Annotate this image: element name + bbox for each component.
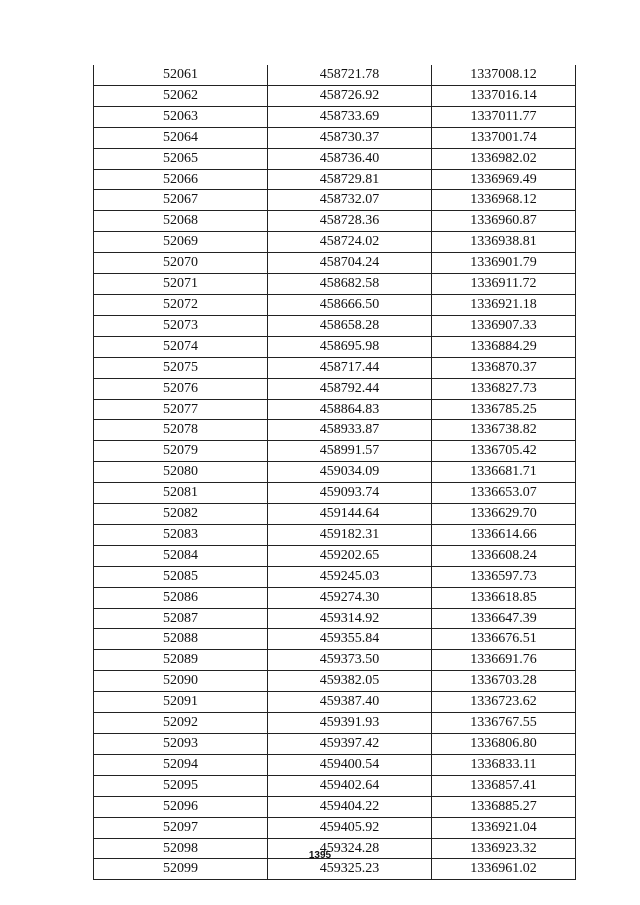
y-coordinate-cell: 1336827.73 bbox=[432, 378, 576, 399]
table-row bbox=[94, 692, 576, 713]
x-coordinate-cell: 458736.40 bbox=[268, 148, 432, 169]
y-coordinate-cell: 1336653.07 bbox=[432, 483, 576, 504]
point-id-cell: 52076 bbox=[94, 378, 268, 399]
point-id-cell: 52081 bbox=[94, 483, 268, 504]
point-id-cell: 52079 bbox=[94, 441, 268, 462]
point-id-cell: 52083 bbox=[94, 524, 268, 545]
y-coordinate-cell: 1336961.02 bbox=[432, 859, 576, 880]
x-coordinate-cell: 459314.92 bbox=[268, 608, 432, 629]
x-coordinate-cell: 459202.65 bbox=[268, 545, 432, 566]
x-coordinate-cell: 458704.24 bbox=[268, 253, 432, 274]
table-row bbox=[94, 587, 576, 608]
table-row bbox=[94, 817, 576, 838]
table-row bbox=[94, 190, 576, 211]
y-coordinate-cell: 1336676.51 bbox=[432, 629, 576, 650]
y-coordinate-cell: 1336681.71 bbox=[432, 462, 576, 483]
x-coordinate-cell: 458724.02 bbox=[268, 232, 432, 253]
y-coordinate-cell: 1336691.76 bbox=[432, 650, 576, 671]
point-id-cell: 52073 bbox=[94, 315, 268, 336]
point-id-cell: 52089 bbox=[94, 650, 268, 671]
x-coordinate-cell: 458730.37 bbox=[268, 127, 432, 148]
y-coordinate-cell: 1337001.74 bbox=[432, 127, 576, 148]
y-coordinate-cell: 1336901.79 bbox=[432, 253, 576, 274]
point-id-cell: 52077 bbox=[94, 399, 268, 420]
table-row bbox=[94, 378, 576, 399]
x-coordinate-cell: 459382.05 bbox=[268, 671, 432, 692]
y-coordinate-cell: 1337011.77 bbox=[432, 106, 576, 127]
point-id-cell: 52061 bbox=[94, 65, 268, 85]
y-coordinate-cell: 1336982.02 bbox=[432, 148, 576, 169]
point-id-cell: 52067 bbox=[94, 190, 268, 211]
y-coordinate-cell: 1336923.32 bbox=[432, 838, 576, 859]
table-row bbox=[94, 253, 576, 274]
coordinate-table-body bbox=[94, 65, 576, 880]
point-id-cell: 52063 bbox=[94, 106, 268, 127]
table-row bbox=[94, 462, 576, 483]
x-coordinate-cell: 458726.92 bbox=[268, 85, 432, 106]
y-coordinate-cell: 1336885.27 bbox=[432, 796, 576, 817]
x-coordinate-cell: 458682.58 bbox=[268, 274, 432, 295]
point-id-cell: 52090 bbox=[94, 671, 268, 692]
point-id-cell: 52096 bbox=[94, 796, 268, 817]
y-coordinate-cell: 1336833.11 bbox=[432, 754, 576, 775]
x-coordinate-cell: 459387.40 bbox=[268, 692, 432, 713]
table-row bbox=[94, 671, 576, 692]
y-coordinate-cell: 1336870.37 bbox=[432, 357, 576, 378]
y-coordinate-cell: 1336647.39 bbox=[432, 608, 576, 629]
y-coordinate-cell: 1336907.33 bbox=[432, 315, 576, 336]
table-row bbox=[94, 315, 576, 336]
point-id-cell: 52086 bbox=[94, 587, 268, 608]
x-coordinate-cell: 458728.36 bbox=[268, 211, 432, 232]
table-row bbox=[94, 504, 576, 525]
table-row bbox=[94, 734, 576, 755]
table-row bbox=[94, 420, 576, 441]
y-coordinate-cell: 1336703.28 bbox=[432, 671, 576, 692]
table-row bbox=[94, 483, 576, 504]
x-coordinate-cell: 459397.42 bbox=[268, 734, 432, 755]
page-number: 1395 bbox=[308, 850, 332, 861]
y-coordinate-cell: 1336608.24 bbox=[432, 545, 576, 566]
point-id-cell: 52091 bbox=[94, 692, 268, 713]
x-coordinate-cell: 459402.64 bbox=[268, 775, 432, 796]
x-coordinate-cell: 458658.28 bbox=[268, 315, 432, 336]
x-coordinate-cell: 458792.44 bbox=[268, 378, 432, 399]
table-row bbox=[94, 524, 576, 545]
table-row bbox=[94, 85, 576, 106]
y-coordinate-cell: 1336614.66 bbox=[432, 524, 576, 545]
point-id-cell: 52070 bbox=[94, 253, 268, 274]
x-coordinate-cell: 459182.31 bbox=[268, 524, 432, 545]
point-id-cell: 52084 bbox=[94, 545, 268, 566]
table-row bbox=[94, 608, 576, 629]
table-row bbox=[94, 127, 576, 148]
table-row bbox=[94, 713, 576, 734]
point-id-cell: 52092 bbox=[94, 713, 268, 734]
table-row bbox=[94, 65, 576, 85]
table-row bbox=[94, 629, 576, 650]
x-coordinate-cell: 459245.03 bbox=[268, 566, 432, 587]
table-row bbox=[94, 294, 576, 315]
point-id-cell: 52093 bbox=[94, 734, 268, 755]
point-id-cell: 52097 bbox=[94, 817, 268, 838]
table-row bbox=[94, 274, 576, 295]
x-coordinate-cell: 458695.98 bbox=[268, 336, 432, 357]
y-coordinate-cell: 1336629.70 bbox=[432, 504, 576, 525]
x-coordinate-cell: 459325.23 bbox=[268, 859, 432, 880]
table-row bbox=[94, 399, 576, 420]
y-coordinate-cell: 1336969.49 bbox=[432, 169, 576, 190]
table-row bbox=[94, 211, 576, 232]
y-coordinate-cell: 1336960.87 bbox=[432, 211, 576, 232]
y-coordinate-cell: 1336921.18 bbox=[432, 294, 576, 315]
point-id-cell: 52072 bbox=[94, 294, 268, 315]
table-row bbox=[94, 754, 576, 775]
x-coordinate-cell: 458717.44 bbox=[268, 357, 432, 378]
table-row bbox=[94, 232, 576, 253]
point-id-cell: 52088 bbox=[94, 629, 268, 650]
x-coordinate-cell: 459391.93 bbox=[268, 713, 432, 734]
table-row bbox=[94, 775, 576, 796]
table-row bbox=[94, 796, 576, 817]
y-coordinate-cell: 1336857.41 bbox=[432, 775, 576, 796]
point-id-cell: 52069 bbox=[94, 232, 268, 253]
x-coordinate-cell: 459373.50 bbox=[268, 650, 432, 671]
x-coordinate-cell: 459324.28 bbox=[268, 838, 432, 859]
x-coordinate-cell: 459404.22 bbox=[268, 796, 432, 817]
x-coordinate-cell: 458864.83 bbox=[268, 399, 432, 420]
x-coordinate-cell: 458666.50 bbox=[268, 294, 432, 315]
y-coordinate-cell: 1336738.82 bbox=[432, 420, 576, 441]
y-coordinate-cell: 1336911.72 bbox=[432, 274, 576, 295]
table-row bbox=[94, 441, 576, 462]
y-coordinate-cell: 1336767.55 bbox=[432, 713, 576, 734]
x-coordinate-cell: 459355.84 bbox=[268, 629, 432, 650]
point-id-cell: 52075 bbox=[94, 357, 268, 378]
y-coordinate-cell: 1336618.85 bbox=[432, 587, 576, 608]
x-coordinate-cell: 458732.07 bbox=[268, 190, 432, 211]
y-coordinate-cell: 1336705.42 bbox=[432, 441, 576, 462]
y-coordinate-cell: 1336785.25 bbox=[432, 399, 576, 420]
point-id-cell: 52087 bbox=[94, 608, 268, 629]
y-coordinate-cell: 1336597.73 bbox=[432, 566, 576, 587]
point-id-cell: 52068 bbox=[94, 211, 268, 232]
point-id-cell: 52099 bbox=[94, 859, 268, 880]
coordinate-table bbox=[93, 65, 576, 880]
y-coordinate-cell: 1337016.14 bbox=[432, 85, 576, 106]
point-id-cell: 52064 bbox=[94, 127, 268, 148]
y-coordinate-cell: 1337008.12 bbox=[432, 65, 576, 85]
point-id-cell: 52095 bbox=[94, 775, 268, 796]
y-coordinate-cell: 1336938.81 bbox=[432, 232, 576, 253]
x-coordinate-cell: 459034.09 bbox=[268, 462, 432, 483]
x-coordinate-cell: 459400.54 bbox=[268, 754, 432, 775]
y-coordinate-cell: 1336921.04 bbox=[432, 817, 576, 838]
point-id-cell: 52065 bbox=[94, 148, 268, 169]
y-coordinate-cell: 1336806.80 bbox=[432, 734, 576, 755]
point-id-cell: 52066 bbox=[94, 169, 268, 190]
y-coordinate-cell: 1336723.62 bbox=[432, 692, 576, 713]
x-coordinate-cell: 458991.57 bbox=[268, 441, 432, 462]
point-id-cell: 52085 bbox=[94, 566, 268, 587]
point-id-cell: 52082 bbox=[94, 504, 268, 525]
point-id-cell: 52080 bbox=[94, 462, 268, 483]
point-id-cell: 52074 bbox=[94, 336, 268, 357]
table-row bbox=[94, 566, 576, 587]
point-id-cell: 52071 bbox=[94, 274, 268, 295]
point-id-cell: 52078 bbox=[94, 420, 268, 441]
table-row bbox=[94, 545, 576, 566]
point-id-cell: 52098 bbox=[94, 838, 268, 859]
table-row bbox=[94, 859, 576, 880]
x-coordinate-cell: 459274.30 bbox=[268, 587, 432, 608]
point-id-cell: 52094 bbox=[94, 754, 268, 775]
x-coordinate-cell: 458933.87 bbox=[268, 420, 432, 441]
x-coordinate-cell: 458729.81 bbox=[268, 169, 432, 190]
table-row bbox=[94, 169, 576, 190]
x-coordinate-cell: 459093.74 bbox=[268, 483, 432, 504]
table-row bbox=[94, 148, 576, 169]
y-coordinate-cell: 1336968.12 bbox=[432, 190, 576, 211]
table-row bbox=[94, 336, 576, 357]
y-coordinate-cell: 1336884.29 bbox=[432, 336, 576, 357]
table-row bbox=[94, 357, 576, 378]
table-row bbox=[94, 106, 576, 127]
table-row bbox=[94, 650, 576, 671]
x-coordinate-cell: 459144.64 bbox=[268, 504, 432, 525]
x-coordinate-cell: 458721.78 bbox=[268, 65, 432, 85]
x-coordinate-cell: 459405.92 bbox=[268, 817, 432, 838]
point-id-cell: 52062 bbox=[94, 85, 268, 106]
x-coordinate-cell: 458733.69 bbox=[268, 106, 432, 127]
